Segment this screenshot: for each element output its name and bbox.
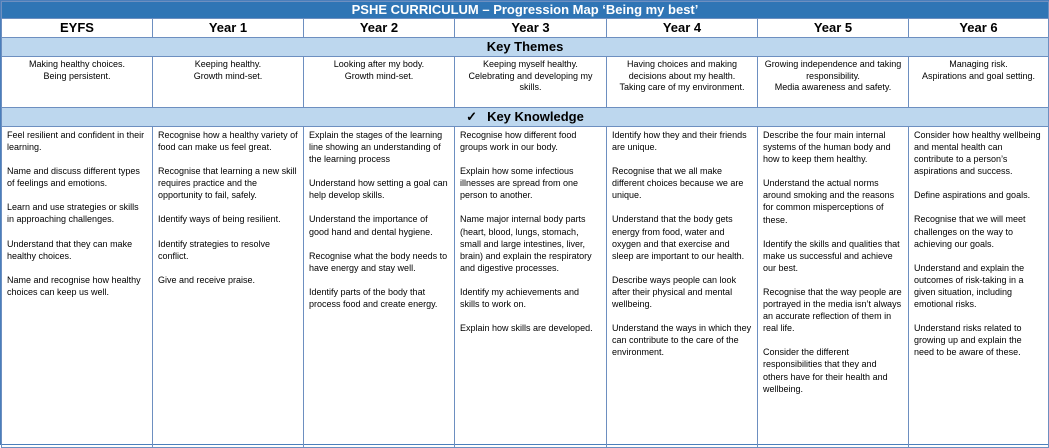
- theme-cell: [153, 57, 304, 108]
- knowledge-item: Feel resilient and confident in their learning.: [7, 130, 145, 153]
- year-header: Year 5: [758, 19, 909, 38]
- theme-line: Keeping healthy.: [194, 59, 262, 69]
- theme-cell: [909, 57, 1049, 108]
- theme-cell: [304, 57, 455, 108]
- theme-line: Growth mind-set.: [193, 70, 263, 81]
- knowledge-item: Describe ways people can look after their physical and mental wellbeing.: [612, 274, 737, 310]
- progression-table: [1, 1, 1049, 448]
- knowledge-item: Understand the actual norms around smoking and the reasons for common misperceptions of these.: [763, 178, 895, 225]
- themes-heading: Key Themes: [2, 38, 1049, 57]
- knowledge-item: Recognise that learning a new skill requires practice and the opportunity to fail, safely.: [158, 166, 297, 201]
- knowledge-item: Give and receive praise.: [158, 274, 256, 285]
- knowledge-item: Understand how setting a goal can help develop skills.: [309, 178, 448, 201]
- knowledge-row: [2, 127, 1049, 448]
- theme-line: Making healthy choices.: [28, 59, 126, 69]
- theme-line: Taking care of my environment.: [619, 82, 745, 92]
- knowledge-item: Consider the different responsibilities that they and others have for their health and wellbeing.: [763, 347, 888, 394]
- year-header: Year 2: [304, 19, 455, 38]
- themes-row: [2, 57, 1049, 108]
- theme-line: Having choices and making decisions about my health.: [626, 59, 738, 81]
- theme-line: Celebrating and developing my skills.: [468, 70, 593, 92]
- knowledge-item: Name and discuss different types of feelings and emotions.: [7, 166, 140, 189]
- knowledge-cell: [455, 127, 607, 448]
- theme-line: Managing risk.: [949, 59, 1008, 69]
- theme-line: Looking after my body.: [333, 59, 425, 69]
- knowledge-item: Understand that the body gets energy from food, water and oxygen and that exercise and sleep are important to our health.: [612, 214, 745, 261]
- page-title: PSHE CURRICULUM – Progression Map ‘Being my best’: [2, 2, 1049, 19]
- theme-cell: [455, 57, 607, 108]
- theme-cell: [607, 57, 758, 108]
- theme-line: Growing independence and taking responsibility.: [764, 59, 902, 81]
- knowledge-cell: [2, 127, 153, 448]
- knowledge-item: Identify the skills and qualities that make us successful and achieve our best.: [763, 238, 900, 273]
- knowledge-item: Understand that they can make healthy choices.: [7, 238, 133, 261]
- themes-band: [2, 38, 1049, 57]
- knowledge-item: Consider how healthy wellbeing and mental health can contribute to a person’s aspirations and success.: [914, 130, 1041, 177]
- year-header: Year 4: [607, 19, 758, 38]
- knowledge-item: Identify ways of being resilient.: [158, 214, 281, 225]
- year-header: EYFS: [2, 19, 153, 38]
- theme-line: Growth mind-set.: [344, 70, 414, 81]
- knowledge-item: Understand risks related to growing up and explain the need to be aware of these.: [914, 323, 1022, 358]
- check-icon: ✓: [466, 109, 478, 124]
- knowledge-item: Recognise what the body needs to have energy and stay well.: [309, 250, 448, 273]
- knowledge-item: Understand and explain the outcomes of risk-taking in a given situation, including emotional risks.: [914, 262, 1025, 310]
- knowledge-item: Recognise how different food groups work in our body.: [460, 130, 577, 153]
- knowledge-item: Identify parts of the body that process food and create energy.: [309, 286, 438, 309]
- theme-cell: [2, 57, 153, 108]
- theme-line: Aspirations and goal setting.: [921, 70, 1036, 81]
- theme-line: Keeping myself healthy.: [483, 59, 578, 69]
- knowledge-cell: [909, 127, 1049, 448]
- knowledge-item: Identify strategies to resolve conflict.: [158, 238, 271, 261]
- theme-line: Media awareness and safety.: [774, 82, 892, 92]
- knowledge-heading: Key Knowledge: [487, 109, 584, 124]
- year-header: Year 1: [153, 19, 304, 38]
- knowledge-item: Name major internal body parts (heart, blood, lungs, stomach, small and large intestines, liver, brain) and explain the respiratory and digestive processes.: [460, 214, 592, 273]
- knowledge-heading-cell: [2, 108, 1049, 127]
- knowledge-item: Recognise that the way people are portrayed in the media isn’t always an accurate reflection of them in real life.: [763, 286, 902, 334]
- knowledge-band: [2, 108, 1049, 127]
- knowledge-item: Recognise that we all make different choices because we are unique.: [612, 166, 744, 201]
- year-header: Year 3: [455, 19, 607, 38]
- year-header: Year 6: [909, 19, 1049, 38]
- knowledge-item: Explain how skills are developed.: [460, 323, 593, 334]
- knowledge-cell: [607, 127, 758, 448]
- knowledge-item: Identify how they and their friends are unique.: [612, 130, 747, 153]
- knowledge-item: Understand the importance of good hand and dental hygiene.: [309, 214, 433, 237]
- knowledge-item: Learn and use strategies or skills in approaching challenges.: [7, 202, 139, 225]
- knowledge-item: Explain how some infectious illnesses are spread from one person to another.: [460, 166, 579, 201]
- knowledge-item: Understand the ways in which they can contribute to the care of the environment.: [612, 323, 752, 358]
- knowledge-item: Name and recognise how healthy choices can keep us well.: [7, 274, 141, 297]
- knowledge-item: Recognise how a healthy variety of food can make us feel great.: [158, 130, 298, 153]
- knowledge-cell: [758, 127, 909, 448]
- knowledge-item: Identify my achievements and skills to work on.: [460, 286, 580, 310]
- year-header-row: [2, 19, 1049, 38]
- theme-line: Being persistent.: [43, 70, 111, 81]
- knowledge-item: Describe the four main internal systems of the human body and how to keep them healthy.: [763, 130, 891, 165]
- theme-cell: [758, 57, 909, 108]
- knowledge-item: Define aspirations and goals.: [914, 190, 1031, 201]
- knowledge-item: Recognise that we will meet challenges on the way to achieving our goals.: [914, 214, 1026, 249]
- knowledge-cell: [153, 127, 304, 448]
- knowledge-item: Explain the stages of the learning line showing an understanding of the learning process: [309, 130, 443, 165]
- title-row: [2, 2, 1049, 19]
- knowledge-cell: [304, 127, 455, 448]
